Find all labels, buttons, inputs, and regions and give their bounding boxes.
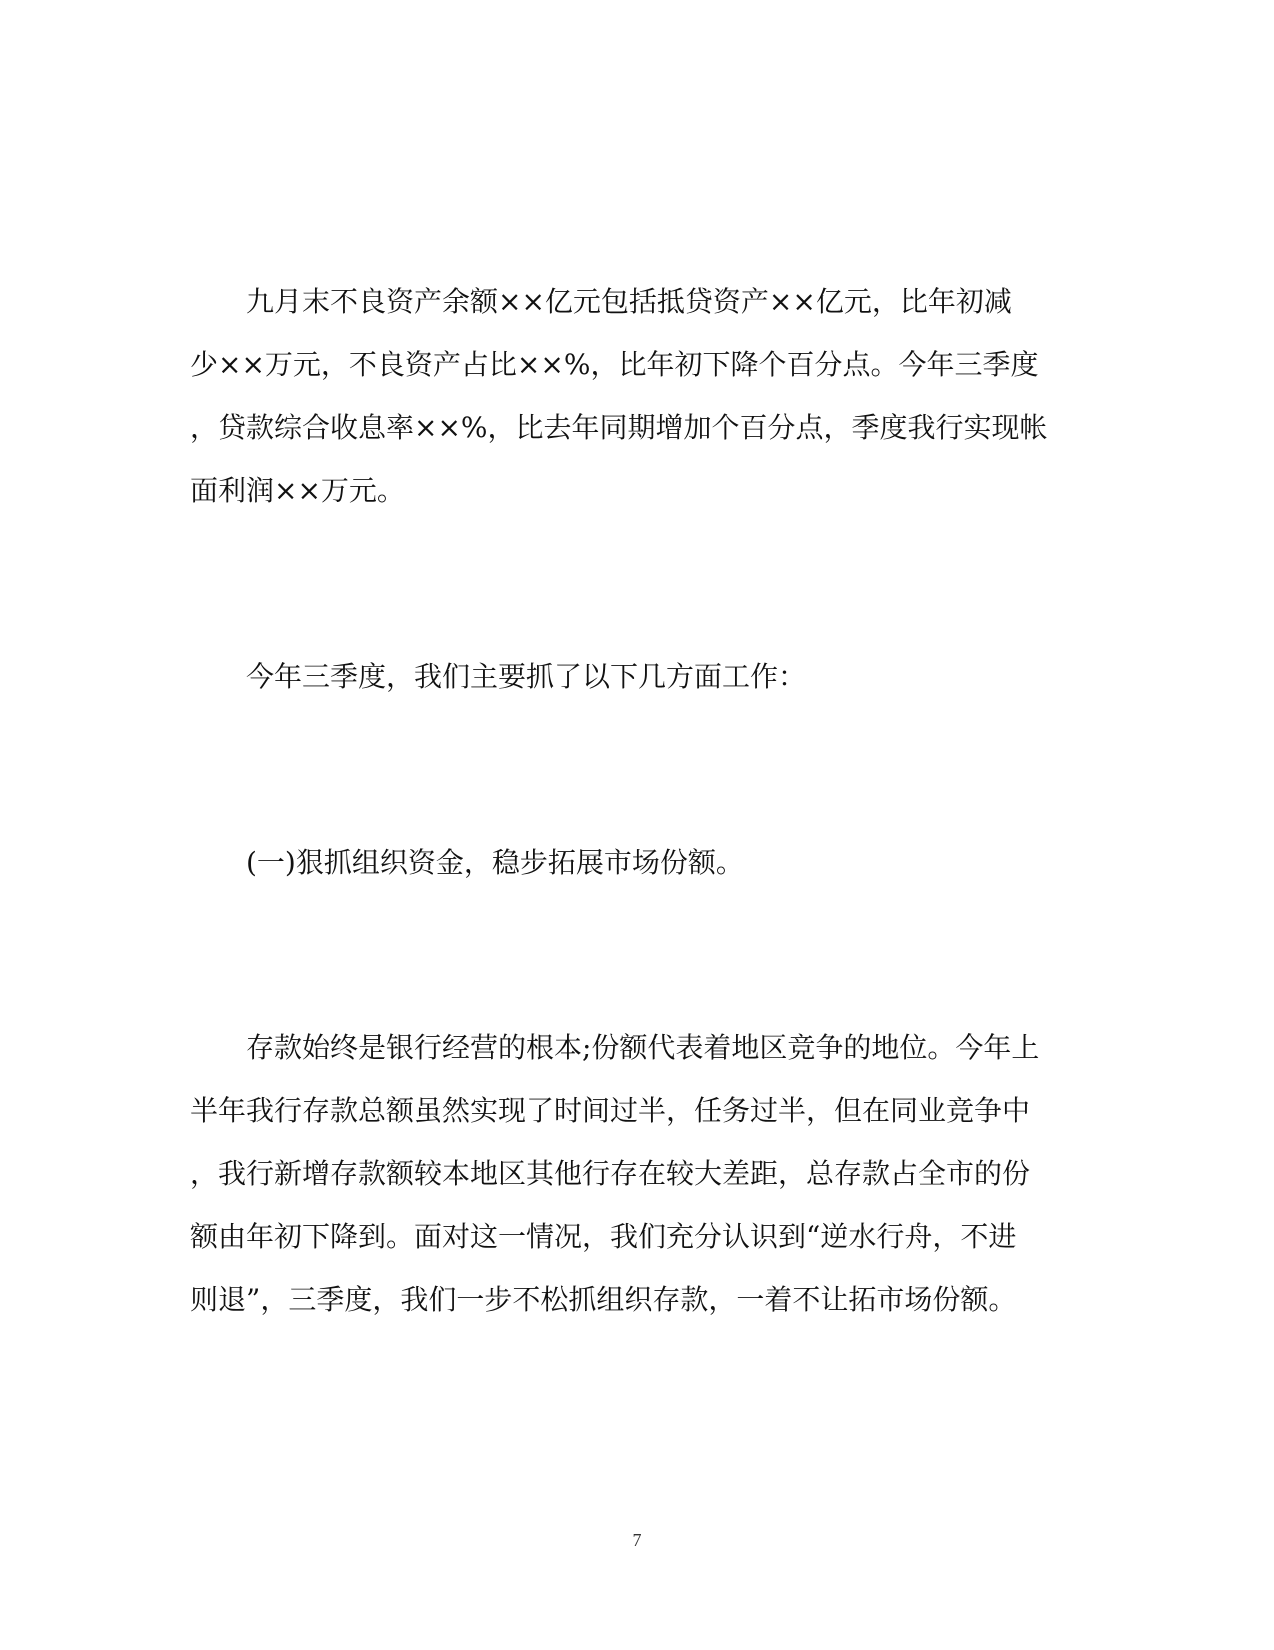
paragraph-1-line-3: ，贷款综合收息率××%，比去年同期增加个百分点，季度我行实现帐	[190, 411, 1048, 444]
paragraph-3-heading: (一)狠抓组织资金，稳步拓展市场份额。	[190, 846, 744, 879]
paragraph-4-line-4: 额由年初下降到。面对这一情况，我们充分认识到“逆水行舟，不进	[190, 1220, 1017, 1253]
paragraph-4-line-5: 则退”，三季度，我们一步不松抓组织存款，一着不让拓市场份额。	[190, 1283, 1017, 1316]
paragraph-1-line-2: 少××万元，不良资产占比××%，比年初下降个百分点。今年三季度	[190, 348, 1039, 381]
paragraph-4-line-2: 半年我行存款总额虽然实现了时间过半，任务过半，但在同业竞争中	[190, 1094, 1031, 1127]
page-number: 7	[632, 1530, 642, 1550]
paragraph-2-line-1: 今年三季度，我们主要抓了以下几方面工作：	[190, 660, 807, 693]
paragraph-1-line-4: 面利润××万元。	[190, 474, 405, 507]
paragraph-4-line-1: 存款始终是银行经营的根本;份额代表着地区竞争的地位。今年上	[190, 1031, 1040, 1064]
paragraph-1-line-1: 九月末不良资产余额××亿元包括抵贷资产××亿元，比年初减	[190, 285, 1012, 318]
paragraph-4-line-3: ，我行新增存款额较本地区其他行存在较大差距，总存款占全市的份	[190, 1157, 1031, 1190]
